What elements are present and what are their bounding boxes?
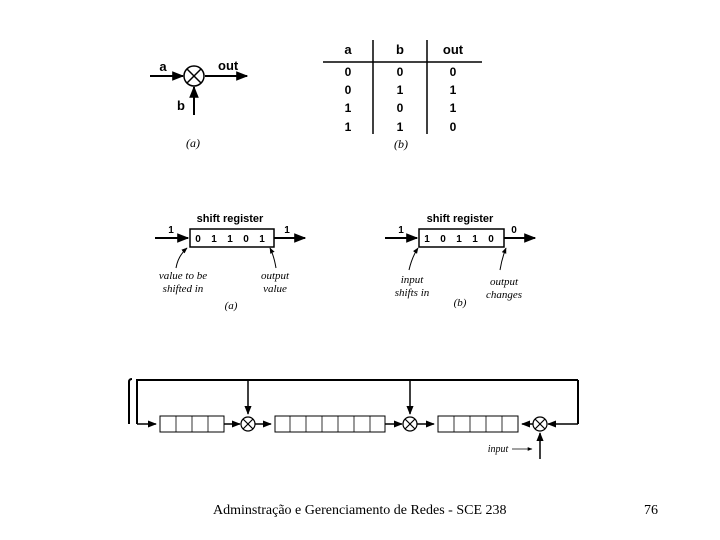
shift-register-title: shift register (426, 213, 494, 225)
shift-register-a (155, 213, 305, 312)
table-cell: 1 (396, 120, 404, 134)
register-cell: 0 (488, 234, 494, 245)
output-value: 1 (284, 225, 290, 236)
annotation-pointer-right (500, 248, 506, 270)
input-b-label: b (177, 98, 185, 113)
annotation-pointer-left (409, 248, 418, 270)
note-right-line-2: changes (485, 289, 523, 301)
caption-b: (b) (453, 297, 467, 309)
note-left-line-1: value to be (158, 270, 208, 282)
table-cell: 1 (449, 83, 457, 97)
register-3 (438, 416, 518, 432)
register-cell: 0 (243, 234, 249, 245)
note-left-line-2: shifted in (162, 283, 204, 295)
input-label: input (487, 444, 509, 455)
table-cell: 1 (449, 101, 457, 115)
table-cell: 1 (344, 120, 352, 134)
input-a-label: a (159, 59, 167, 74)
table-header-b: b (396, 42, 404, 57)
xor-gate-diagram (150, 58, 247, 150)
input-value: 1 (398, 225, 404, 236)
table-cell: 0 (344, 83, 352, 97)
register-cell: 0 (195, 234, 201, 245)
table-header-out: out (442, 42, 464, 57)
truth-table (323, 40, 482, 151)
table-cell: 0 (449, 65, 457, 79)
table-cell: 0 (344, 65, 352, 79)
caption-a: (a) (186, 136, 200, 150)
note-right-line-1: output (489, 276, 519, 288)
shift-register-b (385, 213, 535, 309)
register-cell: 1 (472, 234, 478, 245)
xor-1-icon (241, 417, 255, 431)
input-value: 1 (168, 225, 174, 236)
table-cell: 0 (396, 65, 404, 79)
feedback-circuit (129, 379, 578, 459)
table-cell: 1 (344, 101, 352, 115)
xor-symbol-icon (184, 66, 204, 86)
page-number: 76 (644, 503, 658, 518)
caption-a: (a) (224, 300, 238, 312)
register-cell: 1 (227, 234, 233, 245)
register-2 (275, 416, 385, 432)
note-right-line-1: output (260, 270, 290, 282)
register-cell: 1 (456, 234, 462, 245)
footer-title: Adminstração e Gerenciamento de Redes - SCE 238 (213, 503, 507, 518)
register-cell: 0 (440, 234, 446, 245)
annotation-pointer-left (176, 248, 187, 268)
table-cell: 0 (449, 120, 457, 134)
register-cell: 1 (259, 234, 265, 245)
caption-b: (b) (394, 137, 408, 151)
xor-3-icon (533, 417, 547, 431)
note-left-line-1: input (400, 274, 424, 286)
output-value: 0 (511, 225, 517, 236)
annotation-pointer-right (270, 248, 276, 268)
output-label: out (218, 58, 239, 73)
note-right-line-2: value (263, 283, 287, 295)
feedback-bus-left-corner (129, 379, 132, 424)
shift-register-title: shift register (196, 213, 264, 225)
note-left-line-2: shifts in (394, 287, 430, 299)
xor-2-icon (403, 417, 417, 431)
register-cell: 1 (211, 234, 217, 245)
table-cell: 0 (396, 101, 404, 115)
table-header-a: a (344, 42, 352, 57)
table-cell: 1 (396, 83, 404, 97)
register-cell: 1 (424, 234, 430, 245)
